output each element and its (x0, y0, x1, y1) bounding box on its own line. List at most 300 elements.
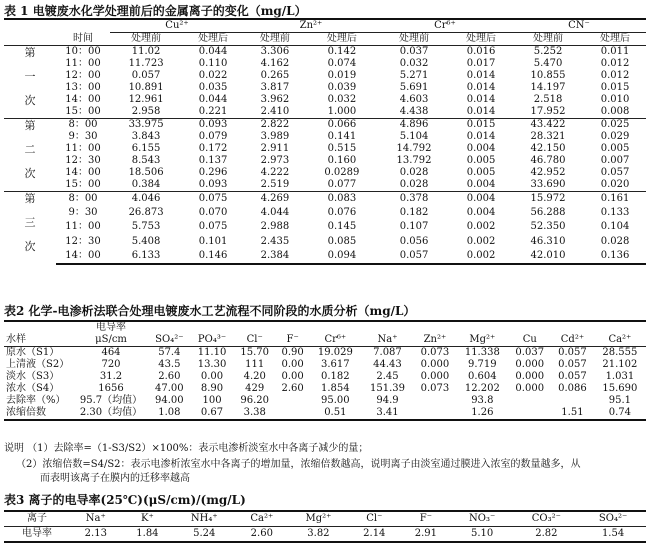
table1-subheader-row (4, 33, 646, 46)
table1-ion-header: Cu²⁺ (110, 19, 244, 33)
table1-value-cell: 0.160 (327, 155, 357, 166)
table3-ion-cell: NO₃⁻ (452, 511, 513, 527)
table3-value-cell: 1.54 (580, 527, 646, 543)
table2-value-cell: 19.029 (317, 347, 353, 358)
table1-time-cell: 14：00 (56, 249, 110, 264)
table1-row (4, 206, 646, 220)
table2-value-cell: 94.9 (376, 395, 399, 406)
table3-ion-row (4, 511, 646, 527)
table1-section-char: 三 (24, 216, 36, 229)
table1-time-cell: 15：00 (65, 179, 101, 190)
table2-sample-cell: 去除率（%） (6, 395, 66, 406)
table1-value-cell: 0.136 (584, 249, 646, 264)
table2-value-cell: 94.00 (155, 395, 184, 406)
table1-time-cell: 12：00 (65, 70, 101, 81)
table3-ion-cell: NH₄⁺ (173, 511, 235, 527)
table1-value-cell: 0.007 (600, 155, 630, 166)
table1-subheader-after: 处理后 (584, 33, 646, 46)
table2-value-cell: 2.45 (376, 371, 399, 382)
table3-value-cell: 3.82 (288, 527, 348, 543)
table1-value-cell: 5.753 (131, 221, 161, 233)
table2-value-cell: 8.90 (200, 383, 224, 394)
table3-ion-cell: K⁺ (122, 511, 174, 527)
table2-value-cell: 0.000 (515, 383, 545, 394)
table1-time-cell: 11：00 (65, 221, 101, 233)
table2-header-ion: Cr⁶⁺ (309, 321, 361, 347)
table1-value-cell: 0.004 (466, 179, 496, 190)
table1-value-cell: 0.032 (399, 58, 429, 69)
table1-value-cell: 0.011 (600, 46, 630, 57)
table1-value-cell: 4.162 (260, 58, 290, 69)
table1-value-cell: 0.002 (466, 235, 496, 247)
table2-value-cell (276, 407, 309, 420)
table1-value-cell: 0.094 (306, 249, 378, 264)
table1-time-cell: 12：30 (65, 235, 101, 247)
table1-value-cell: 0.020 (600, 179, 630, 190)
table1-value-cell: 0.039 (327, 82, 357, 93)
table1-value-cell: 0.107 (399, 221, 429, 233)
table2-value-cell: 0.51 (309, 407, 361, 420)
table1-value-cell: 0.172 (198, 143, 228, 154)
table2-value-cell: 0.000 (515, 371, 545, 382)
table1-value-cell: 6.155 (131, 143, 161, 154)
table3-ion-cell: Na⁺ (70, 511, 122, 527)
table2-row (4, 395, 646, 407)
table1-value-cell: 0.093 (182, 119, 244, 132)
table1-value-cell: 0.002 (466, 221, 496, 233)
table1-value-cell: 42.150 (530, 143, 566, 154)
table2-value-cell: 28.555 (602, 347, 638, 358)
table1-value-cell: 0.085 (327, 235, 357, 247)
table3-ion-cell: Cl⁻ (348, 511, 400, 527)
table2-value-cell: 0.057 (558, 359, 587, 370)
table2-value-cell: 95.00 (321, 395, 350, 406)
table1-value-cell: 0.057 (600, 167, 630, 178)
table2-value-cell: 96.20 (240, 395, 270, 406)
table3 (4, 510, 646, 543)
table3-value-cell: 5.24 (173, 527, 235, 543)
table1-value-cell: 2.435 (260, 235, 290, 247)
table2-value-cell: 47.00 (155, 383, 184, 394)
table1-section-label (4, 119, 56, 192)
table1-value-cell: 0.296 (198, 167, 228, 178)
table1-time-cell: 14：00 (65, 167, 101, 178)
table1-value-cell: 0.093 (198, 179, 228, 190)
note-1: 说明 （1）去除率=（1-S3/S2）×100%：表示电渗析淡室水中各离子减少的量； (4, 443, 369, 454)
table3-value-cell: 5.10 (452, 527, 513, 543)
table1-row (4, 94, 646, 106)
table2-value-cell: 12.202 (464, 383, 500, 394)
table2-header-ion: Zn²⁺ (414, 321, 457, 347)
table3-ion-cell: SO₄²⁻ (580, 511, 646, 527)
table2-value-cell: 0.057 (558, 347, 587, 358)
table1-value-cell: 0.025 (584, 119, 646, 132)
table1-value-cell: 0.005 (466, 155, 496, 166)
table2-header-ion: F⁻ (276, 321, 309, 347)
table1-section-char: 一 (24, 70, 36, 83)
table2-value-cell: 0.67 (191, 407, 234, 420)
table1-value-cell: 2.518 (533, 94, 563, 105)
table1-row (4, 143, 646, 155)
table2-value-cell (414, 395, 457, 407)
table1-row (4, 235, 646, 249)
table1-section-char: 第 (24, 46, 36, 59)
table1-value-cell: 18.506 (128, 167, 164, 178)
table1-value-cell: 4.603 (399, 94, 429, 105)
table2-value-cell: 0.90 (281, 347, 304, 358)
table1-value-cell: 46.780 (530, 155, 566, 166)
table1-value-cell: 0.019 (327, 70, 357, 81)
table1-header-blank (4, 19, 56, 33)
table1-value-cell: 15.972 (512, 192, 584, 207)
table2-value-cell: 2.60 (158, 371, 181, 382)
table2-header-ion: Ca²⁺ (594, 321, 646, 347)
table1-section-label (4, 192, 56, 265)
table1-time-cell: 8：00 (56, 119, 110, 132)
table1-section-char: 次 (24, 94, 36, 107)
table1-row (4, 119, 646, 132)
table1-value-cell: 0.012 (600, 70, 630, 81)
table1-value-cell: 0.146 (182, 249, 244, 264)
table1-value-cell: 0.066 (306, 119, 378, 132)
table1-value-cell: 26.873 (128, 207, 164, 219)
table1-time-cell: 9：30 (68, 207, 98, 219)
table2-value-cell: 1.08 (148, 407, 191, 420)
table1-value-cell: 0.384 (131, 179, 161, 190)
table1-time-cell: 14：00 (65, 94, 101, 105)
table2-value-cell (414, 407, 457, 420)
table1-value-cell: 33.975 (110, 119, 182, 132)
table1-value-cell: 0.012 (600, 58, 630, 69)
table1-value-cell: 0.101 (198, 235, 228, 247)
table2-row (4, 371, 646, 383)
table1-value-cell: 0.004 (450, 192, 512, 207)
table2 (4, 320, 646, 421)
table1-section-char: 二 (24, 143, 36, 156)
table2-header-ion: Cl⁻ (233, 321, 276, 347)
table2-value-cell: 57.4 (158, 347, 181, 358)
table3-value-cell: 2.14 (348, 527, 400, 543)
table1-value-cell: 0.076 (327, 207, 357, 219)
table1-row (4, 220, 646, 234)
table1 (4, 18, 646, 265)
table2-row (4, 383, 646, 395)
table1-value-cell: 1.000 (327, 106, 357, 117)
table1-value-cell: 0.004 (466, 143, 496, 154)
table1-value-cell: 2.973 (260, 155, 290, 166)
table1-value-cell: 2.911 (260, 143, 290, 154)
table1-value-cell: 0.137 (198, 155, 228, 166)
table1-value-cell: 2.384 (244, 249, 306, 264)
table1-value-cell: 5.408 (131, 235, 161, 247)
table2-value-cell: 3.38 (233, 407, 276, 420)
table1-row (4, 179, 646, 192)
table2-value-cell (276, 395, 309, 407)
table1-value-cell: 0.0289 (324, 167, 360, 178)
table3-value-cell: 1.84 (122, 527, 174, 543)
table1-row (4, 167, 646, 179)
table2-value-cell: 100 (202, 395, 222, 406)
table2-value-cell: 0.74 (594, 407, 646, 420)
table2-value-cell: 2.30（均值） (74, 407, 148, 420)
table2-value-cell: 0.086 (558, 383, 587, 394)
table1-value-cell: 4.046 (110, 192, 182, 207)
table1-value-cell: 0.010 (600, 94, 630, 105)
table1-value-cell: 0.028 (600, 235, 630, 247)
table2-value-cell: 3.617 (321, 359, 350, 370)
table1-section-char: 第 (24, 192, 36, 205)
table2-value-cell: 1.854 (321, 383, 350, 394)
table2-value-cell: 1.031 (605, 371, 635, 382)
table1-value-cell: 0.070 (198, 207, 228, 219)
table1-value-cell: 0.014 (466, 131, 496, 142)
table2-value-cell: 0.000 (420, 359, 450, 370)
table1-value-cell: 3.843 (131, 131, 161, 142)
table1-ion-header: Zn²⁺ (244, 19, 378, 33)
table1-value-cell: 2.410 (260, 106, 290, 117)
table1-value-cell: 0.029 (600, 131, 630, 142)
table1-value-cell: 14.197 (530, 82, 566, 93)
table1-row (4, 249, 646, 264)
table2-value-cell: 15.690 (602, 383, 638, 394)
table1-value-cell: 5.252 (533, 46, 563, 57)
table1-value-cell: 0.515 (327, 143, 357, 154)
table3-value-label: 电导率 (4, 527, 70, 543)
table2-header-row (4, 321, 646, 347)
table2-value-cell: 0.604 (468, 371, 497, 382)
table2-value-cell: 0.037 (515, 347, 545, 358)
table1-value-cell: 0.005 (466, 167, 496, 178)
table1-time-cell: 11：00 (65, 143, 101, 154)
table2-value-cell: 429 (245, 383, 265, 394)
table1-time-cell: 10：00 (65, 46, 101, 57)
table2-header-ion: Cu (508, 321, 551, 347)
table1-value-cell: 0.110 (198, 58, 228, 69)
table1-value-cell: 0.044 (198, 94, 228, 105)
table1-value-cell: 0.035 (198, 82, 228, 93)
table2-header-ion: PO₄³⁻ (191, 321, 234, 347)
table1-value-cell: 3.817 (260, 82, 290, 93)
table1-value-cell: 33.690 (530, 179, 566, 190)
table2-sample-cell: 上清液（S2） (6, 359, 70, 370)
table2-value-cell: 0.057 (558, 371, 587, 382)
table2-caption: 表2 化学-电渗析法联合处理电镀废水工艺流程不同阶段的水质分析（mg/L） (4, 304, 416, 318)
table1-value-cell: 0.378 (378, 192, 450, 207)
table1-value-cell: 0.005 (600, 143, 630, 154)
table3-ion-cell: F⁻ (400, 511, 452, 527)
table2-value-cell: 720 (101, 359, 121, 370)
table1-time-cell: 9：30 (68, 131, 98, 142)
table2-value-cell: 0.00 (281, 371, 304, 382)
table1-row (4, 70, 646, 82)
table1-subheader-before: 处理前 (244, 33, 306, 46)
table1-time-cell: 12：30 (65, 155, 101, 166)
table1-value-cell: 4.044 (260, 207, 290, 219)
table1-value-cell: 0.017 (466, 58, 496, 69)
table1-value-cell: 3.989 (260, 131, 290, 142)
table1-value-cell: 0.004 (466, 207, 496, 219)
table2-value-cell: 3.41 (361, 407, 413, 420)
table1-value-cell: 11.723 (128, 58, 164, 69)
table1-value-cell: 0.016 (466, 46, 496, 57)
table3-value-row (4, 527, 646, 543)
table2-header-conductivity (74, 321, 148, 347)
table1-time-cell: 8：00 (56, 192, 110, 207)
table2-value-cell: 43.5 (158, 359, 181, 370)
table2-header-conductivity-name: 电导率 (96, 322, 126, 333)
table1-section-char: 第 (24, 119, 36, 132)
table1-value-cell: 13.792 (396, 155, 432, 166)
table1-value-cell: 0.008 (600, 106, 630, 117)
table1-value-cell: 0.015 (600, 82, 630, 93)
table1-row (4, 155, 646, 167)
table3-value-cell: 2.13 (70, 527, 122, 543)
table2-value-cell: 2.60 (281, 383, 304, 394)
table2-value-cell: 44.43 (373, 359, 402, 370)
table1-value-cell: 0.022 (198, 70, 228, 81)
table1-value-cell: 2.958 (131, 106, 161, 117)
table1-value-cell: 0.075 (182, 192, 244, 207)
table1-value-cell: 4.896 (378, 119, 450, 132)
table1-value-cell: 0.161 (584, 192, 646, 207)
table2-header-ion: Mg²⁺ (456, 321, 508, 347)
table3-ion-label: 离子 (4, 511, 70, 527)
table1-value-cell: 14.792 (396, 143, 432, 154)
table2-value-cell: 13.30 (197, 359, 227, 370)
table1-value-cell: 0.079 (198, 131, 228, 142)
table1-value-cell: 28.321 (530, 131, 566, 142)
table1-section-char: 次 (24, 167, 36, 180)
note-2: （2）浓缩倍数=S4/S2：表示电渗析浓室水中各离子的增加量，浓缩倍数越高，说明离子由淡室通过膜进入浓室的数量越多，从 (16, 459, 581, 470)
table2-header-ion: Cd²⁺ (551, 321, 594, 347)
table1-value-cell: 0.057 (378, 249, 450, 264)
table1-value-cell: 0.145 (327, 221, 357, 233)
table2-value-cell (551, 395, 594, 407)
table1-value-cell: 0.037 (399, 46, 429, 57)
table1-subheader-after: 处理后 (450, 33, 512, 46)
table1-value-cell: 3.962 (260, 94, 290, 105)
table2-row (4, 359, 646, 371)
table1-value-cell: 42.010 (512, 249, 584, 264)
table1-subheader-after: 处理后 (182, 33, 244, 46)
table1-value-cell: 0.074 (327, 58, 357, 69)
table1-value-cell: 0.028 (399, 167, 429, 178)
table1-header-blank (4, 33, 56, 46)
table1-value-cell: 10.855 (530, 70, 566, 81)
table1-subheader-after: 处理后 (306, 33, 378, 46)
table2-header-sample: 水样 (4, 321, 74, 347)
table1-subheader-before: 处理前 (110, 33, 182, 46)
table2-header-conductivity-unit: μS/cm (95, 334, 127, 345)
table2-sample-cell: 原水（S1） (6, 347, 60, 358)
note-3: 而表明该离子在膜内的迁移率越高 (40, 473, 190, 484)
table1-subheader-before: 处理前 (512, 33, 584, 46)
table2-value-cell: 93.8 (471, 395, 494, 406)
table3-value-cell: 2.91 (400, 527, 452, 543)
table1-value-cell: 3.306 (260, 46, 290, 57)
table1-value-cell: 10.891 (128, 82, 164, 93)
table1-value-cell: 0.077 (327, 179, 357, 190)
table2-value-cell: 0.073 (420, 347, 450, 358)
table1-header-blank (56, 19, 110, 33)
table1-value-cell: 0.075 (198, 221, 228, 233)
table1-row (4, 46, 646, 59)
table2-row (4, 407, 646, 420)
table1-value-cell: 0.142 (327, 46, 357, 57)
table2-value-cell: 0.000 (420, 371, 450, 382)
table1-value-cell: 56.288 (530, 207, 566, 219)
table1-row (4, 192, 646, 207)
table1-ion-header: CN⁻ (512, 19, 646, 33)
table1-value-cell: 4.269 (244, 192, 306, 207)
table1-header-row (4, 19, 646, 33)
table2-value-cell: 95.1 (608, 395, 632, 406)
table1-value-cell: 0.083 (306, 192, 378, 207)
table2-sample-cell: 淡水（S3） (6, 371, 60, 382)
table1-value-cell: 0.221 (198, 106, 228, 117)
table1-value-cell: 0.014 (466, 106, 496, 117)
table2-value-cell: 15.70 (240, 347, 270, 358)
table1-value-cell: 0.133 (600, 207, 630, 219)
table2-sample-cell: 浓水（S4） (6, 383, 60, 394)
table2-value-cell: 9.719 (468, 359, 497, 370)
table1-value-cell: 11.02 (131, 46, 161, 57)
table1-value-cell: 5.470 (533, 58, 563, 69)
table1-value-cell: 5.691 (399, 82, 429, 93)
table2-value-cell (508, 407, 551, 420)
table2-value-cell: 111 (245, 359, 265, 370)
table1-section-label (4, 46, 56, 119)
table1-time-cell: 15：00 (65, 106, 101, 117)
table1-value-cell: 0.104 (600, 221, 630, 233)
table1-value-cell: 46.310 (530, 235, 566, 247)
table1-value-cell: 6.133 (110, 249, 182, 264)
table1-value-cell: 12.961 (128, 94, 164, 105)
table2-value-cell: 0.000 (515, 359, 545, 370)
table2-row (4, 347, 646, 360)
table2-value-cell: 4.20 (243, 371, 266, 382)
table1-time-header: 时间 (56, 33, 110, 46)
table1-value-cell: 5.104 (399, 131, 429, 142)
table1-value-cell: 4.438 (399, 106, 429, 117)
table1-value-cell: 43.422 (512, 119, 584, 132)
table1-row (4, 106, 646, 119)
table2-sample-cell: 浓缩倍数 (4, 407, 74, 420)
table1-value-cell: 4.222 (260, 167, 290, 178)
table3-value-cell: 2.82 (513, 527, 581, 543)
table2-value-cell: 1.51 (551, 407, 594, 420)
table2-value-cell: 151.39 (369, 383, 405, 394)
table3-ion-cell: CO₃²⁻ (513, 511, 581, 527)
table1-value-cell: 52.350 (530, 221, 566, 233)
table3-ion-cell: Ca²⁺ (235, 511, 288, 527)
table1-value-cell: 0.015 (450, 119, 512, 132)
table1-value-cell: 5.271 (399, 70, 429, 81)
table2-header-ion: Na⁺ (361, 321, 413, 347)
table1-value-cell: 8.543 (131, 155, 161, 166)
table2-value-cell: 1.26 (456, 407, 508, 420)
table1-value-cell: 2.988 (260, 221, 290, 233)
table1-value-cell: 0.014 (466, 70, 496, 81)
table1-value-cell: 0.056 (399, 235, 429, 247)
table2-value-cell: 31.2 (99, 371, 123, 382)
table2-value-cell: 0.073 (420, 383, 450, 394)
table2-header-ion: SO₄²⁻ (148, 321, 191, 347)
table1-value-cell: 0.032 (327, 94, 357, 105)
table1-value-cell: 0.014 (466, 94, 496, 105)
table2-value-cell: 0.00 (200, 371, 224, 382)
table2-value-cell: 7.087 (373, 347, 402, 358)
